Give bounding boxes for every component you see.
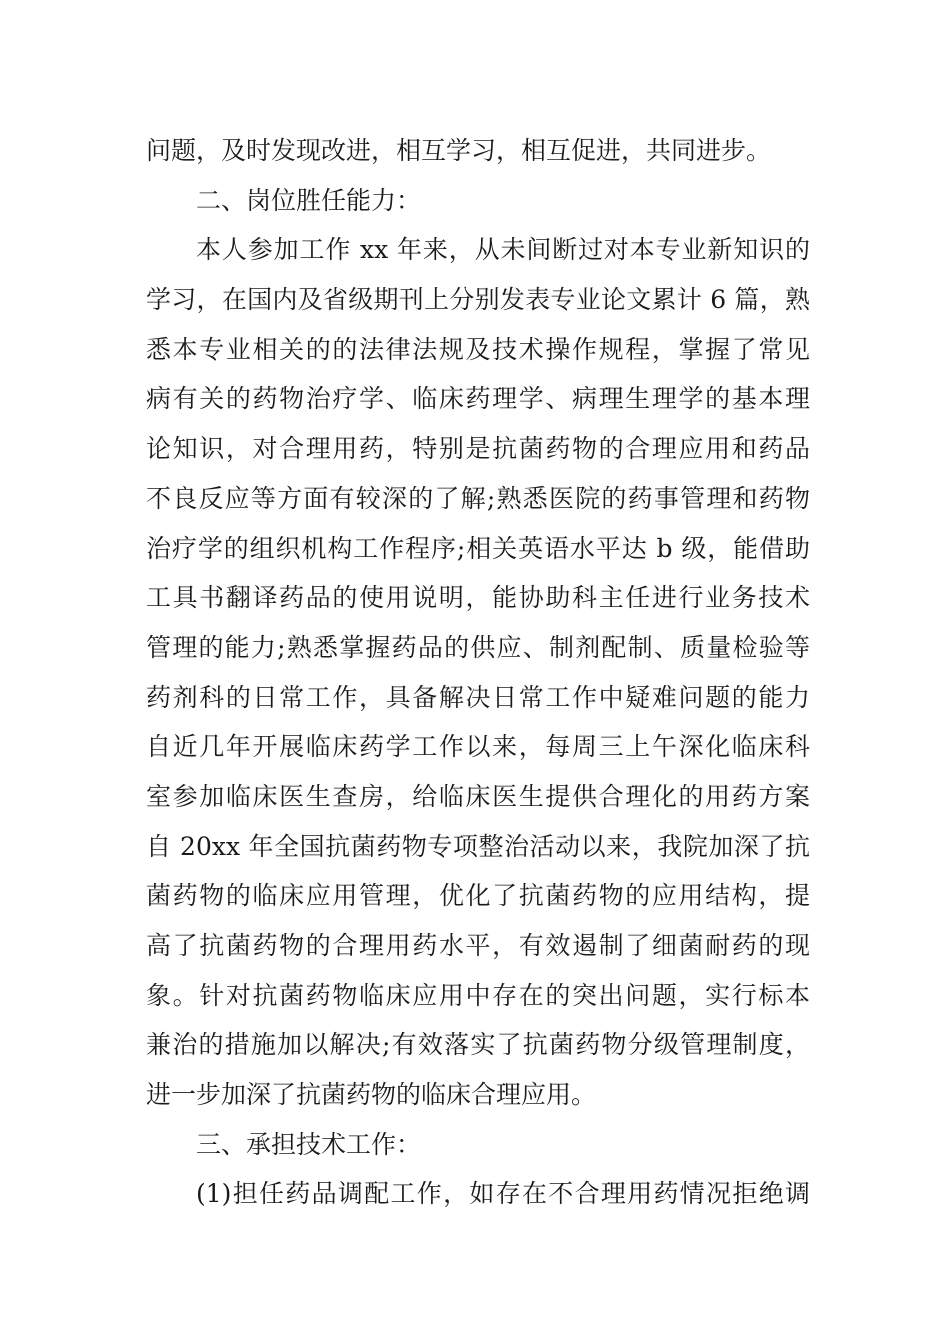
text-line: 高了抗菌药物的合理用药水平，有效遏制了细菌耐药的现 [146,931,810,960]
text-line: 兼治的措施加以解决;有效落实了抗菌药物分级管理制度， [146,1030,810,1060]
text-line: 本人参加工作 xx 年来，从未间断过对本专业新知识的 [196,235,810,265]
text-line: 药剂科的日常工作，具备解决日常工作中疑难问题的能力 [146,682,810,712]
text-line: 论知识，对合理用药，特别是抗菌药物的合理应用和药品 [146,434,810,464]
text-line: 自近几年开展临床药学工作以来，每周三上午深化临床科 [146,732,810,762]
text-line: 象。针对抗菌药物临床应用中存在的突出问题，实行标本 [146,980,810,1010]
text-line: 菌药物的临床应用管理，优化了抗菌药物的应用结构，提 [146,881,810,911]
text-line: 二、岗位胜任能力： [196,185,422,215]
text-line: 悉本专业相关的的法律法规及技术操作规程，掌握了常见 [146,334,810,364]
text-line: 工具书翻译药品的使用说明，能协助科主任进行业务技术 [146,583,810,613]
text-line: 不良反应等方面有较深的了解;熟悉医院的药事管理和药物 [146,483,810,513]
text-line: 学习，在国内及省级期刊上分别发表专业论文累计 6 篇，熟 [146,285,810,315]
text-line: 病有关的药物治疗学、临床药理学、病理生理学的基本理 [146,384,810,414]
text-line: 问题，及时发现改进，相互学习，相互促进，共同进步。 [146,136,772,165]
text-line: 室参加临床医生查房，给临床医生提供合理化的用药方案 [146,781,810,811]
text-line: 管理的能力;熟悉掌握药品的供应、制剂配制、质量检验等 [146,632,810,662]
text-line: (1)担任药品调配工作，如存在不合理用药情况拒绝调 [196,1179,810,1209]
text-line: 三、承担技术工作： [196,1129,422,1159]
document-body [146,126,810,1219]
text-line: 治疗学的组织机构工作程序;相关英语水平达 b 级，能借助 [146,533,810,563]
text-line: 进一步加深了抗菌药物的临床合理应用。 [146,1080,597,1110]
text-line: 自 20xx 年全国抗菌药物专项整治活动以来，我院加深了抗 [146,831,810,861]
